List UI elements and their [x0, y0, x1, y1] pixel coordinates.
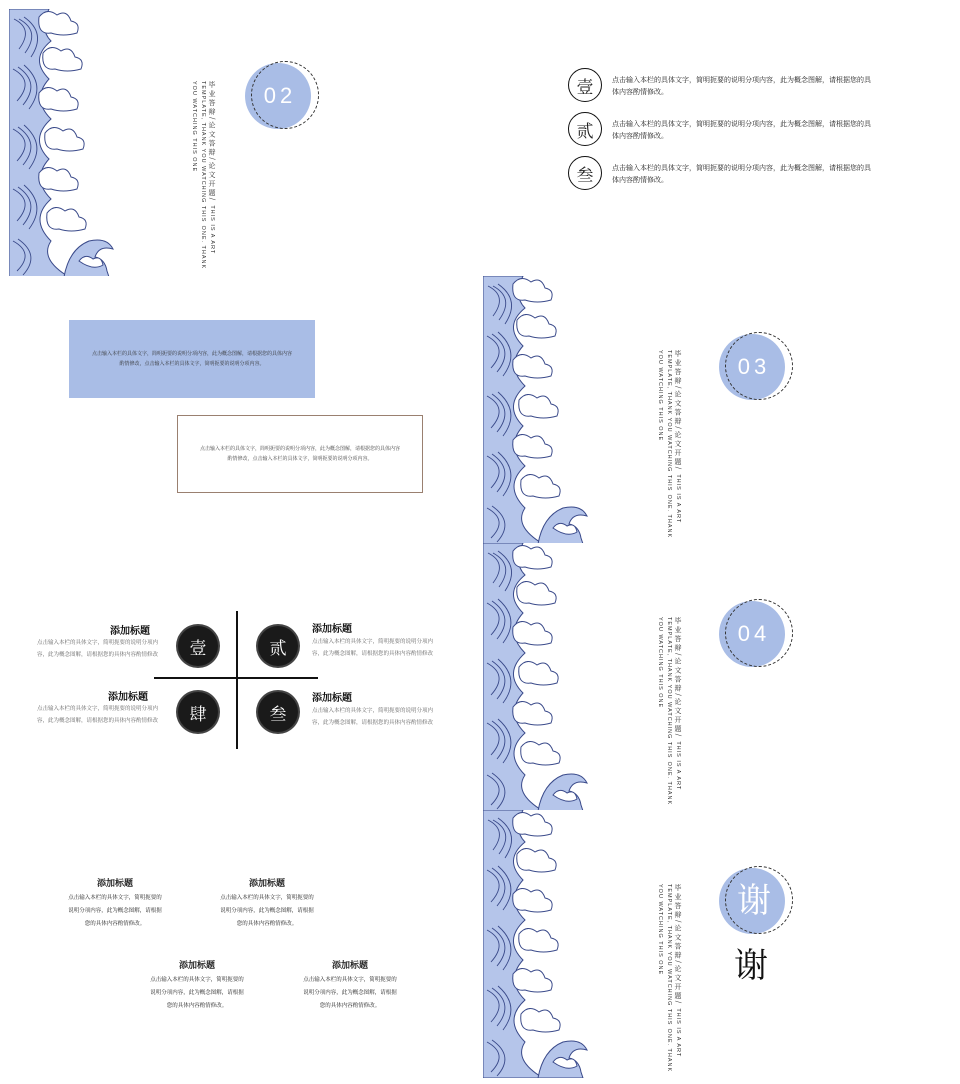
list-item-text: 点击输入本栏的具体文字，简明扼要的说明分项内容，此为概念图解，请根据您的具体内容酌情修改。	[612, 76, 871, 96]
col-desc-line: 点击输入本栏的具体文字，简明扼要的	[68, 895, 162, 901]
col-title: 添加标题	[248, 879, 285, 889]
list-item-text: 点击输入本栏的具体文字，简明扼要的说明分项内容，此为概念图解，请根据您的具体内容酌情修改。	[612, 120, 871, 140]
list-item-glyph: 叁	[568, 156, 602, 190]
quad-glyph: 叁	[258, 692, 298, 732]
slide-en-line2: ONE. THANK YOU WATCHING THIS ONE	[657, 884, 672, 1073]
quad-title: 添加标题	[312, 693, 352, 704]
col-desc-line: 说明分项内容，此为概念图解，请根据	[220, 908, 314, 914]
quad-desc: 点击输入本栏的具体文字，简明扼要的说明分项内容，此为概念图解，请根据您的具体内容酌情修改	[312, 639, 434, 657]
slide-en-line1: THIS IS A ART TEMPLATE, THANK YOU WATCHING THIS	[200, 81, 215, 255]
slide-en-line1: THIS IS A ART TEMPLATE, THANK YOU WATCHING THIS	[666, 350, 681, 524]
box-slide	[9, 276, 486, 544]
thanks-char-2: 谢	[734, 946, 768, 986]
col-title: 添加标题	[96, 879, 133, 889]
col-desc-line: 点击输入本栏的具体文字，简明扼要的	[220, 895, 314, 901]
col-desc	[290, 974, 410, 1013]
quad-glyph: 肆	[178, 692, 218, 732]
filled-box-text: 点击输入本栏的具体文字，简明扼要的说明分项内容，此为概念图解，请根据您的具体内容酌情修改，点击输入本栏的具体文字，简明扼要的说明分项内容。	[92, 351, 293, 367]
outlined-box-text: 点击输入本栏的具体文字，简明扼要的说明分项内容，此为概念图解，请根据您的具体内容酌情修改，点击输入本栏的具体文字，简明扼要的说明分项内容。	[200, 446, 401, 462]
quad-vertical-line	[236, 611, 238, 749]
col-desc	[55, 892, 175, 931]
quad-desc: 点击输入本栏的具体文字，简明扼要的说明分项内容，此为概念图解，请根据您的具体内容酌情修改	[312, 708, 434, 726]
section-number: 03	[737, 354, 771, 379]
divider-slide-02	[9, 9, 486, 277]
col-title: 添加标题	[178, 961, 215, 971]
quad-glyph: 贰	[258, 626, 298, 666]
slide-subtitle	[655, 884, 682, 1074]
wave-pattern	[483, 543, 593, 811]
col-desc-line: 点击输入本栏的具体文字，简明扼要的	[303, 977, 397, 983]
slide-en-line1: THIS IS A ART TEMPLATE, THANK YOU WATCHING THIS	[666, 884, 681, 1058]
col-desc-line: 说明分项内容，此为概念图解，请根据	[150, 990, 244, 996]
filled-text-box	[69, 320, 315, 398]
wave-pattern	[483, 810, 593, 1078]
quad-desc: 点击输入本栏的具体文字，简明扼要的说明分项内容，此为概念图解，请根据您的具体内容酌情修改	[36, 706, 158, 724]
section-number: 04	[737, 621, 771, 646]
col-desc-line: 点击输入本栏的具体文字，简明扼要的	[150, 977, 244, 983]
slide-en-line1: THIS IS A ART TEMPLATE, THANK YOU WATCHING THIS	[666, 617, 681, 791]
quad-desc: 点击输入本栏的具体文字，简明扼要的说明分项内容，此为概念图解，请根据您的具体内容酌情修改	[36, 640, 158, 658]
quad-horizontal-line	[154, 677, 318, 679]
divider-slide-04	[483, 543, 960, 811]
col-desc-line: 您的具体内容酌情修改。	[236, 921, 298, 927]
slide-en-line2: ONE. THANK YOU WATCHING THIS ONE	[657, 617, 672, 806]
section-number: 02	[263, 83, 297, 108]
col-desc-line: 您的具体内容酌情修改。	[319, 1003, 381, 1009]
col-desc-line: 您的具体内容酌情修改。	[84, 921, 146, 927]
wave-pattern	[483, 276, 593, 544]
slide-title-cn: 毕业答辩/论文答辩/论文开题/	[674, 884, 682, 1006]
wave-pattern	[9, 9, 119, 277]
four-col-slide	[9, 810, 486, 1078]
col-desc-line: 说明分项内容，此为概念图解，请根据	[303, 990, 397, 996]
col-desc	[137, 974, 257, 1013]
divider-slide-03	[483, 276, 960, 544]
slide-subtitle	[189, 81, 216, 271]
quad-glyph: 壹	[178, 626, 218, 666]
col-title: 添加标题	[331, 961, 368, 971]
slide-subtitle	[655, 617, 682, 807]
col-desc-line: 说明分项内容，此为概念图解，请根据	[68, 908, 162, 914]
list-item-glyph: 壹	[568, 68, 602, 102]
list-item-text: 点击输入本栏的具体文字，简明扼要的说明分项内容，此为概念图解，请根据您的具体内容酌情修改。	[612, 164, 871, 184]
col-desc	[207, 892, 327, 931]
outlined-text-box	[177, 415, 423, 493]
list-slide	[483, 9, 960, 277]
slide-title-cn: 毕业答辩/论文答辩/论文开题/	[674, 617, 682, 739]
slide-title-cn: 毕业答辩/论文答辩/论文开题/	[208, 81, 216, 203]
quad-title: 添加标题	[312, 624, 352, 635]
quad-title: 添加标题	[108, 692, 148, 703]
thanks-slide	[483, 810, 960, 1078]
quad-title: 添加标题	[110, 626, 150, 637]
thanks-char-1: 谢	[737, 881, 771, 921]
slide-subtitle	[655, 350, 682, 540]
slide-en-line2: ONE. THANK YOU WATCHING THIS ONE	[191, 81, 206, 270]
list-item-glyph: 贰	[568, 112, 602, 146]
col-desc-line: 您的具体内容酌情修改。	[166, 1003, 228, 1009]
slide-en-line2: ONE. THANK YOU WATCHING THIS ONE	[657, 350, 672, 539]
slide-title-cn: 毕业答辩/论文答辩/论文开题/	[674, 350, 682, 472]
